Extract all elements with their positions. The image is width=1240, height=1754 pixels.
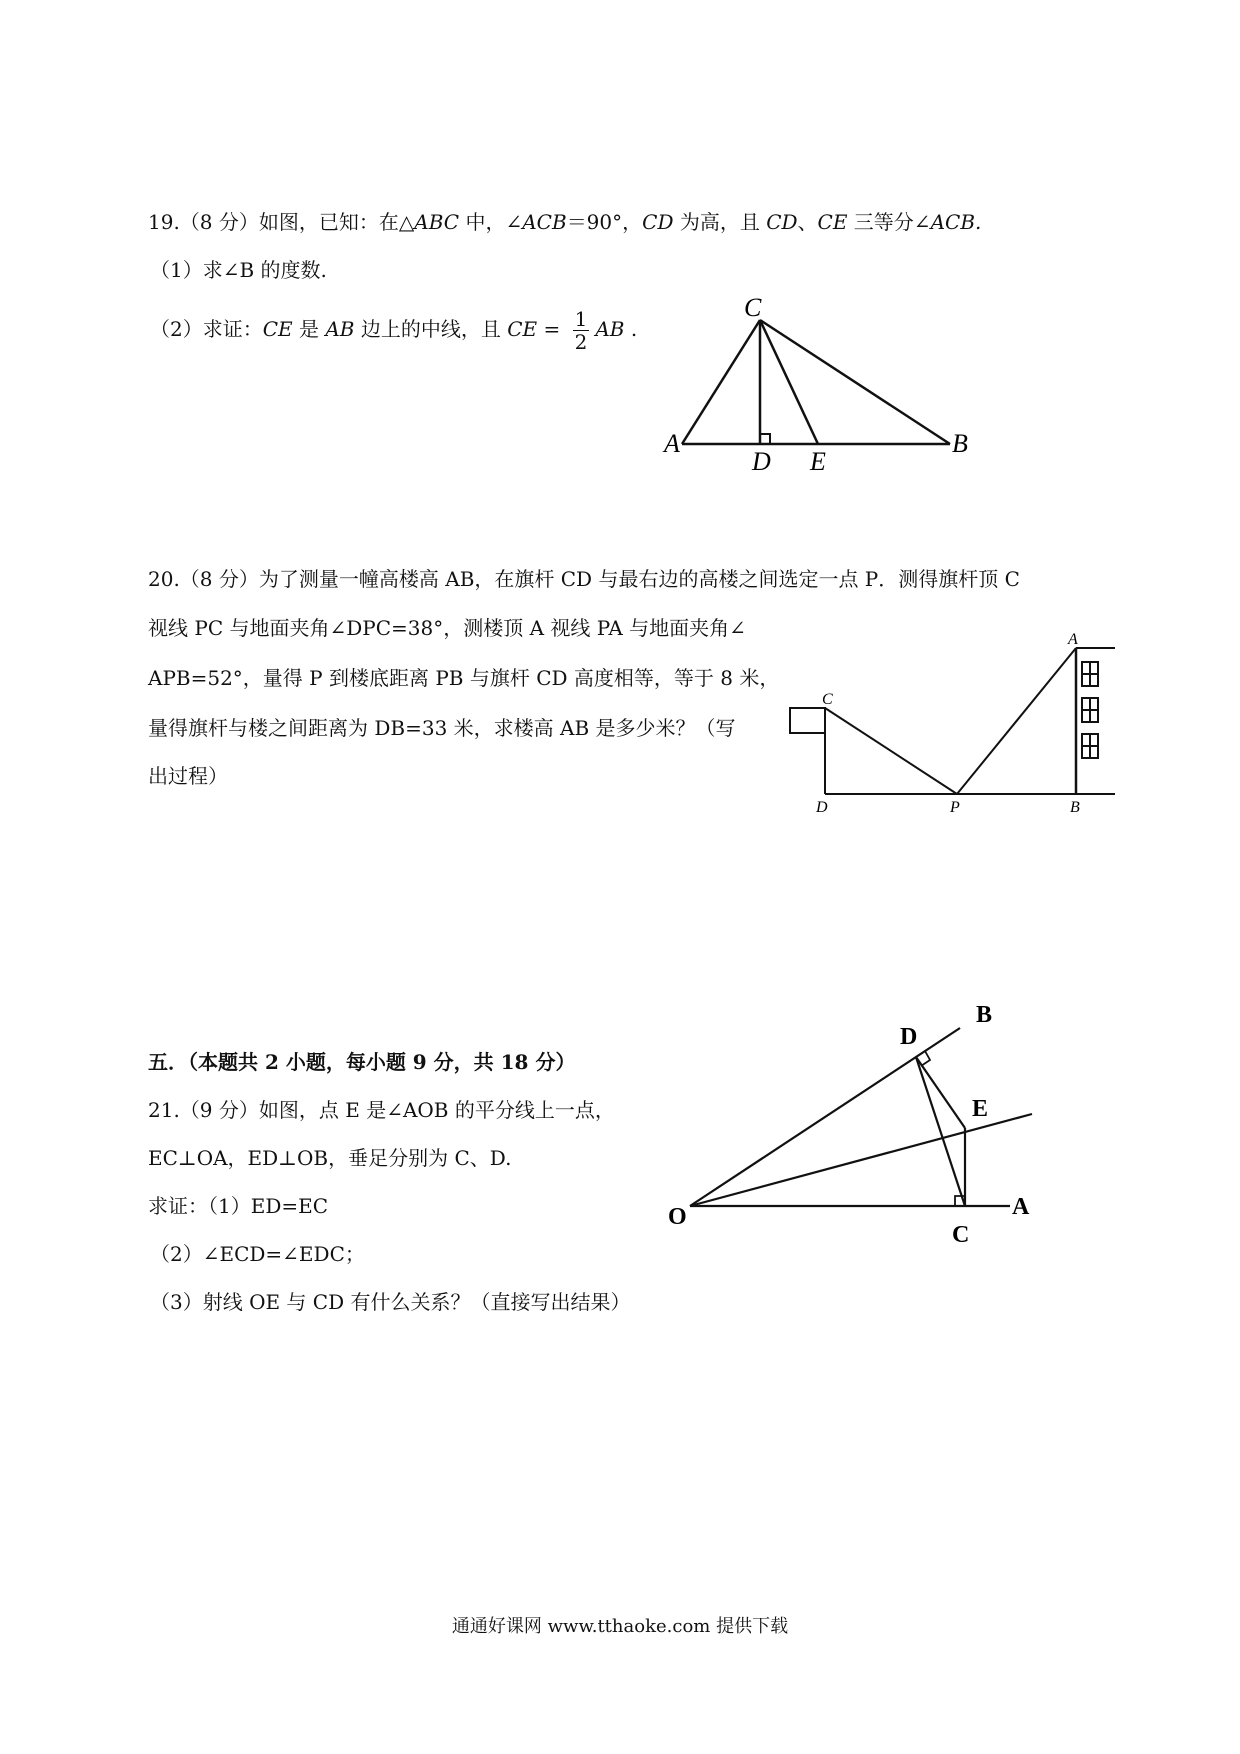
label-E: E bbox=[810, 447, 826, 476]
q20-figure bbox=[780, 626, 1120, 816]
label-O: O bbox=[668, 1204, 687, 1230]
label-C: C bbox=[952, 1222, 970, 1248]
q20-line5: 出过程） bbox=[148, 764, 228, 788]
label-C: C bbox=[822, 691, 833, 708]
q19-var: ACB bbox=[522, 210, 567, 234]
footer-watermark: 通通好课网 www.tthaoke.com 提供下载 bbox=[451, 1616, 789, 1637]
q19-text: 三等分∠ bbox=[847, 210, 931, 234]
q21-line3: 求证：（1）ED=EC bbox=[148, 1194, 329, 1218]
label-D: D bbox=[816, 799, 828, 816]
q19-triangle bbox=[682, 320, 950, 444]
label-D: D bbox=[752, 447, 771, 476]
fraction bbox=[573, 308, 590, 353]
label-B: B bbox=[952, 429, 968, 458]
q19-text: = bbox=[537, 317, 567, 341]
q19-var: CE bbox=[262, 317, 293, 341]
q19-part1: （1）求∠B 的度数. bbox=[150, 258, 327, 282]
q19-figure bbox=[660, 290, 980, 480]
q19-var: ABC bbox=[414, 210, 460, 234]
q19-text: 为高，且 bbox=[673, 210, 767, 234]
q21-line1: 21.（9 分）如图，点 E 是∠AOB 的平分线上一点， bbox=[148, 1098, 615, 1122]
q19-text: ＝90°， bbox=[566, 210, 643, 234]
q20-diagram bbox=[790, 648, 1115, 794]
q21-figure bbox=[660, 980, 1060, 1250]
label-A: A bbox=[1068, 631, 1078, 648]
q19-text: 中，∠ bbox=[459, 210, 523, 234]
q19-var: CE bbox=[817, 210, 848, 234]
q19-stem bbox=[148, 208, 981, 236]
q19-var: CD bbox=[766, 210, 798, 234]
q19-var: CE bbox=[507, 317, 538, 341]
label-C: C bbox=[744, 293, 762, 322]
fraction-numerator: 1 bbox=[574, 307, 588, 331]
q21-line4: （2）∠ECD=∠EDC； bbox=[150, 1242, 365, 1266]
label-A: A bbox=[1012, 1194, 1030, 1220]
label-E: E bbox=[972, 1096, 989, 1122]
fraction-denominator: 2 bbox=[574, 330, 588, 354]
label-P: P bbox=[950, 799, 960, 816]
label-A: A bbox=[664, 429, 680, 458]
q19-text: 是 bbox=[292, 317, 326, 341]
q19-text: （2）求证： bbox=[150, 317, 263, 341]
q20-line3: APB=52°，量得 P 到楼底距离 PB 与旗杆 CD 高度相等，等于 8 米， bbox=[148, 666, 780, 690]
q19-part2 bbox=[150, 308, 637, 353]
label-B: B bbox=[1070, 799, 1080, 816]
q19-text: . bbox=[624, 317, 638, 341]
label-D: D bbox=[900, 1024, 918, 1050]
label-B: B bbox=[976, 1002, 993, 1028]
q19-text: 19.（8 分）如图，已知：在△ bbox=[148, 210, 415, 234]
q19-text: 、 bbox=[797, 210, 818, 234]
q19-text: 边上的中线，且 bbox=[354, 317, 508, 341]
section-heading: 五．（本题共 2 小题，每小题 9 分，共 18 分） bbox=[148, 1050, 576, 1074]
q21-line2: EC⊥OA，ED⊥OB，垂足分别为 C、D. bbox=[148, 1146, 512, 1170]
q19-var: AB bbox=[595, 317, 625, 341]
q19-var: CD bbox=[642, 210, 674, 234]
q20-line2: 视线 PC 与地面夹角∠DPC=38°，测楼顶 A 视线 PA 与地面夹角∠ bbox=[148, 616, 746, 640]
q19-var: ACB. bbox=[930, 210, 982, 234]
q20-line1: 20.（8 分）为了测量一幢高楼高 AB，在旗杆 CD 与最右边的高楼之间选定一点 P．测得旗杆顶 C bbox=[148, 567, 1020, 591]
q20-line4: 量得旗杆与楼之间距离为 DB=33 米，求楼高 AB 是多少米？（写 bbox=[148, 716, 736, 740]
q19-var: AB bbox=[325, 317, 355, 341]
q21-line5: （3）射线 OE 与 CD 有什么关系？（直接写出结果） bbox=[150, 1290, 631, 1314]
